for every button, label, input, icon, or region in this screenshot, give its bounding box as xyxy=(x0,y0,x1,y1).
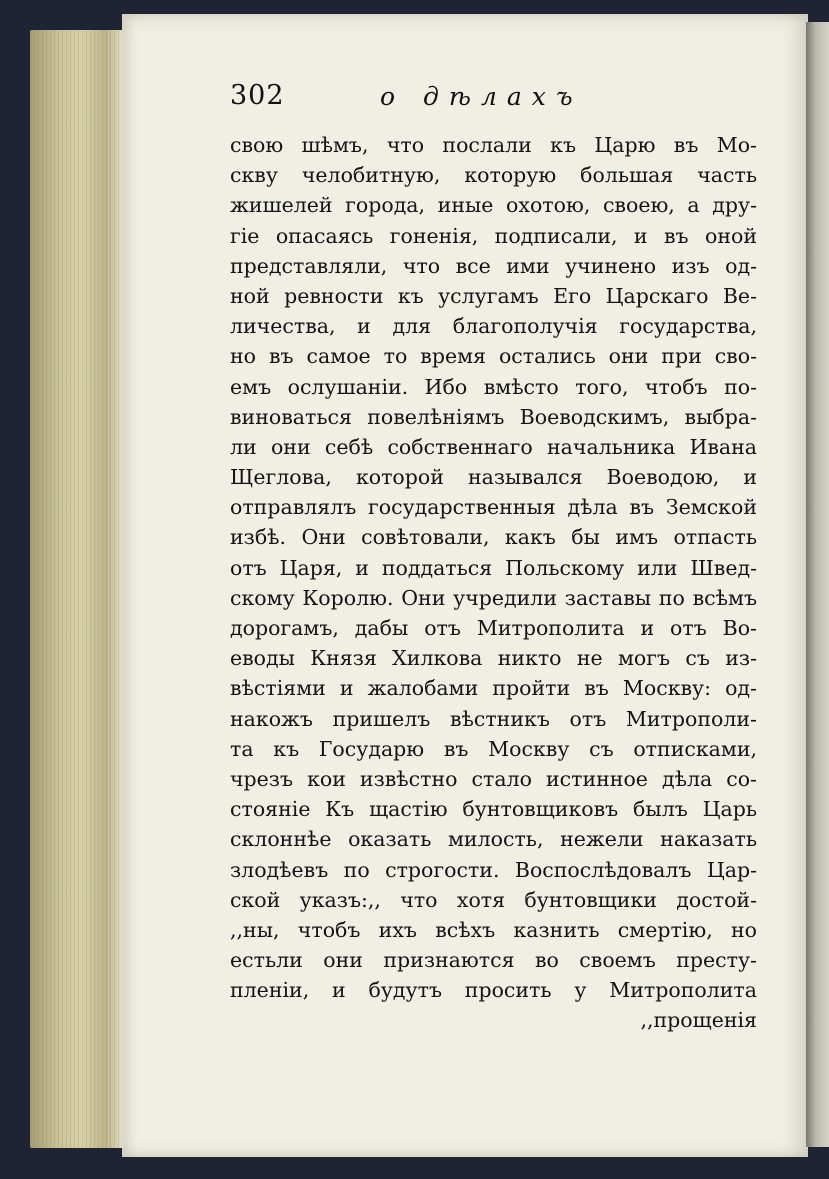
text-line: естьли они признаются во своемъ престу- xyxy=(230,948,757,973)
text-line: пленіи, и будутъ просить у Митрополита xyxy=(230,978,757,1003)
text-line: скому Королю. Они учредили заставы по всѣмъ xyxy=(230,585,757,610)
text-line: вѣстіями и жалобами пройти въ Москву: од- xyxy=(230,676,757,701)
adjacent-page-edge xyxy=(806,22,829,1147)
text-line: склоннѣе оказать милость, нежели наказать xyxy=(230,827,757,852)
text-line: гіе опасаясь гоненія, подписали, и въ оной xyxy=(230,223,757,248)
text-line: накожъ пришелъ вѣстникъ отъ Митрополи- xyxy=(230,706,757,731)
book-page-edges xyxy=(30,30,125,1148)
text-line: но въ самое то время остались они при сво- xyxy=(230,344,757,369)
text-line: дорогамъ, дабы отъ Митрополита и отъ Во- xyxy=(230,616,757,640)
text-line: отправлялъ государственныя дѣла въ Земской xyxy=(230,495,757,520)
text-line: Щеглова, которой назывался Воеводою, и xyxy=(230,465,757,490)
text-line: емъ ослушаніи. Ибо вмѣсто того, чтобъ по- xyxy=(230,374,757,399)
text-line: избѣ. Они совѣтовали, какъ бы имъ отпасть xyxy=(230,525,757,550)
running-head: о дѣлахъ xyxy=(380,82,583,111)
text-line: скву челобитную, которую большая часть xyxy=(230,163,757,188)
text-line: та къ Государю въ Москву съ отписками, xyxy=(230,736,757,761)
text-line: стояніе Къ щастію бунтовщиковъ былъ Царь xyxy=(230,797,757,822)
text-line: ,,ны, чтобъ ихъ всѣхъ казнить смертію, но xyxy=(230,917,757,942)
text-line: свою шѣмъ, что послали къ Царю въ Мо- xyxy=(230,133,757,157)
text-line: личества, и для благополучія государства, xyxy=(230,314,757,339)
text-line: чрезъ кои извѣстно стало истинное дѣла со- xyxy=(230,766,757,791)
catchword: ,,прощенія xyxy=(640,1008,757,1033)
page-header xyxy=(230,78,750,118)
text-line: ской указъ:,, что хотя бунтовщики достой- xyxy=(230,887,757,912)
text-line: еводы Князя Хилкова никто не могъ съ из- xyxy=(230,646,757,671)
text-line: ли они себѣ собственнаго начальника Ивана xyxy=(230,434,757,459)
text-line: отъ Царя, и поддаться Польскому или Швед- xyxy=(230,555,757,580)
text-line: представляли, что все ими учинено изъ од- xyxy=(230,253,757,278)
text-line: жишелей города, иные охотою, своею, а дру- xyxy=(230,193,757,218)
text-line: ной ревности къ услугамъ Его Царскаго Ве- xyxy=(230,283,757,308)
page-number: 302 xyxy=(230,80,285,111)
text-line: злодѣевъ по строгости. Воспослѣдовалъ Цар- xyxy=(230,857,757,882)
body-text xyxy=(230,130,757,1036)
text-line: виноваться повелѣніямъ Воеводскимъ, выбра- xyxy=(230,404,757,429)
